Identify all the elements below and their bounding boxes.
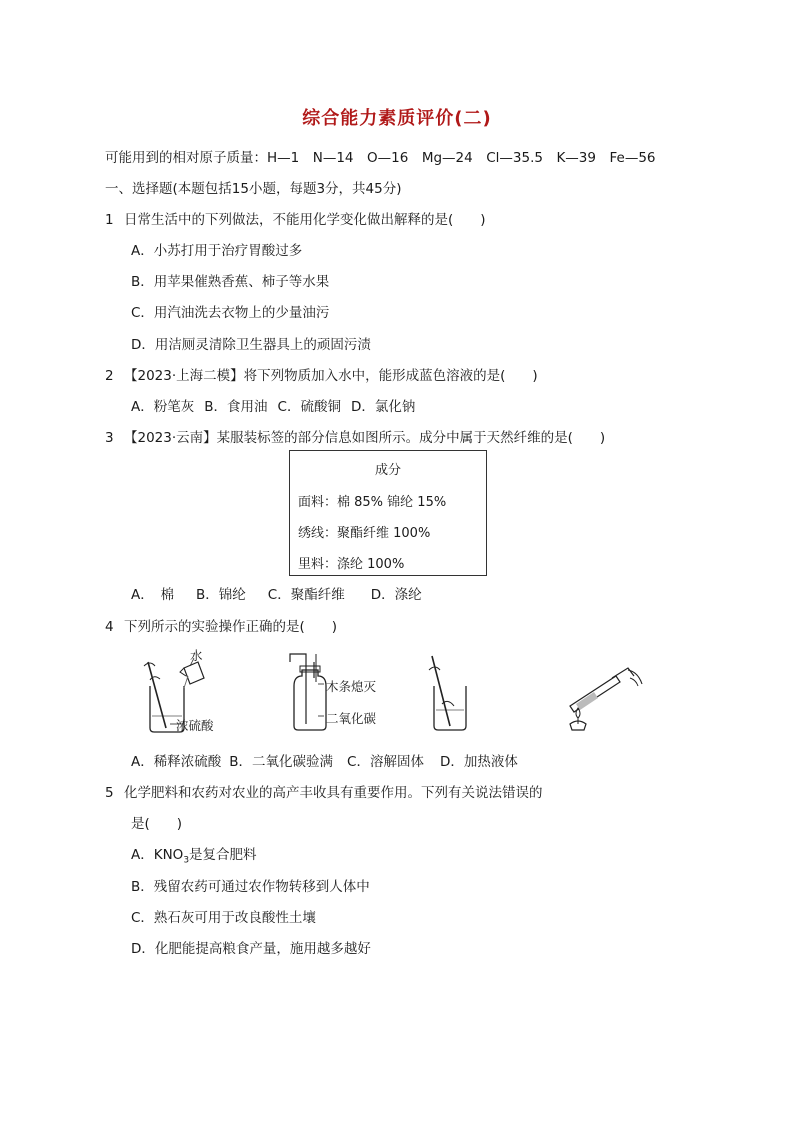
option-c: C．用汽油洗去衣物上的少量油污 [131,305,330,321]
question-text-continued: 是( ) [131,816,183,832]
question-2 [105,364,538,384]
option-a-suffix: 是复合肥料 [189,847,257,863]
option-d: D．加热液体 [439,754,518,770]
section-heading: 一、选择题(本题包括15小题，每题3分，共45分) [105,181,402,197]
question-number: 2 [105,368,114,384]
option-a: A． 棉 [131,587,174,603]
label-header: 成分 [374,463,401,478]
option-a: A．小苏打用于治疗胃酸过多 [131,243,303,259]
option-a: A．粉笔灰 [131,399,195,415]
label-row: 里料：涤纶 100% [298,557,405,572]
option-c: C．硫酸铜 [277,399,341,415]
question-text: 化学肥料和农药对农业的高产丰收具有重要作用。下列有关说法错误的 [124,785,543,801]
question-text: 【2023·云南】某服装标签的部分信息如图所示。成分中属于天然纤维的是( ) [124,430,606,446]
option-c: C．熟石灰可用于改良酸性土壤 [131,910,316,926]
options-row [131,395,425,415]
question-3 [105,426,605,446]
option-c: C．溶解固体 [347,754,424,770]
question-5 [105,781,543,801]
option-d: D．涤纶 [370,587,422,603]
option-b: B．二氧化碳验满 [229,754,334,770]
question-1 [105,208,486,228]
question-number: 1 [105,212,114,228]
option-b: B．残留农药可通过农作物转移到人体中 [131,879,370,895]
page-title: 综合能力素质评价(二) [302,108,492,129]
figure-d [564,648,648,738]
question-number: 3 [105,430,114,446]
option-b: B．食用油 [204,399,268,415]
question-number: 4 [105,619,114,635]
question-number: 5 [105,785,114,801]
figure-c [426,648,476,738]
option-c: C．聚酯纤维 [267,587,345,603]
label-stick-out: 木条熄灭 [326,679,377,694]
beaker-dissolve-diagram [426,648,476,738]
question-text: 日常生活中的下列做法，不能用化学变化做出解释的是( ) [124,212,486,228]
label-row: 面料：棉 85% 锦纶 15% [298,495,447,510]
clothing-label [289,450,487,576]
label-row: 绣线：聚酯纤维 100% [298,526,431,541]
label-conc-acid: 浓硫酸 [176,718,214,733]
option-b: B．用苹果催熟香蕉、柿子等水果 [131,274,330,290]
option-a: A．稀释浓硫酸 [131,754,222,770]
question-4 [105,615,337,635]
question-text: 【2023·上海二模】将下列物质加入水中，能形成蓝色溶液的是( ) [124,368,538,384]
figure-a [140,648,250,738]
option-b: B．锦纶 [196,587,246,603]
heating-liquid-diagram [564,648,648,738]
subscript: 3 [183,855,190,866]
options-row [131,750,528,770]
atomic-masses: 可能用到的相对原子质量：H—1 N—14 O—16 Mg—24 Cl—35.5 K—39 Fe—56 [105,150,656,166]
option-d: D．氯化钠 [350,399,416,415]
figure-b [284,648,404,738]
options-row [131,583,432,603]
option-d: D．化肥能提高粮食产量，施用越多越好 [131,941,371,957]
label-co2: 二氧化碳 [326,711,377,726]
option-d: D．用洁厕灵清除卫生器具上的顽固污渍 [131,337,371,353]
label-water: 水 [190,648,203,663]
option-a-prefix: A．KNO [131,847,184,863]
option-a [131,843,257,866]
question-text: 下列所示的实验操作正确的是( ) [124,619,338,635]
